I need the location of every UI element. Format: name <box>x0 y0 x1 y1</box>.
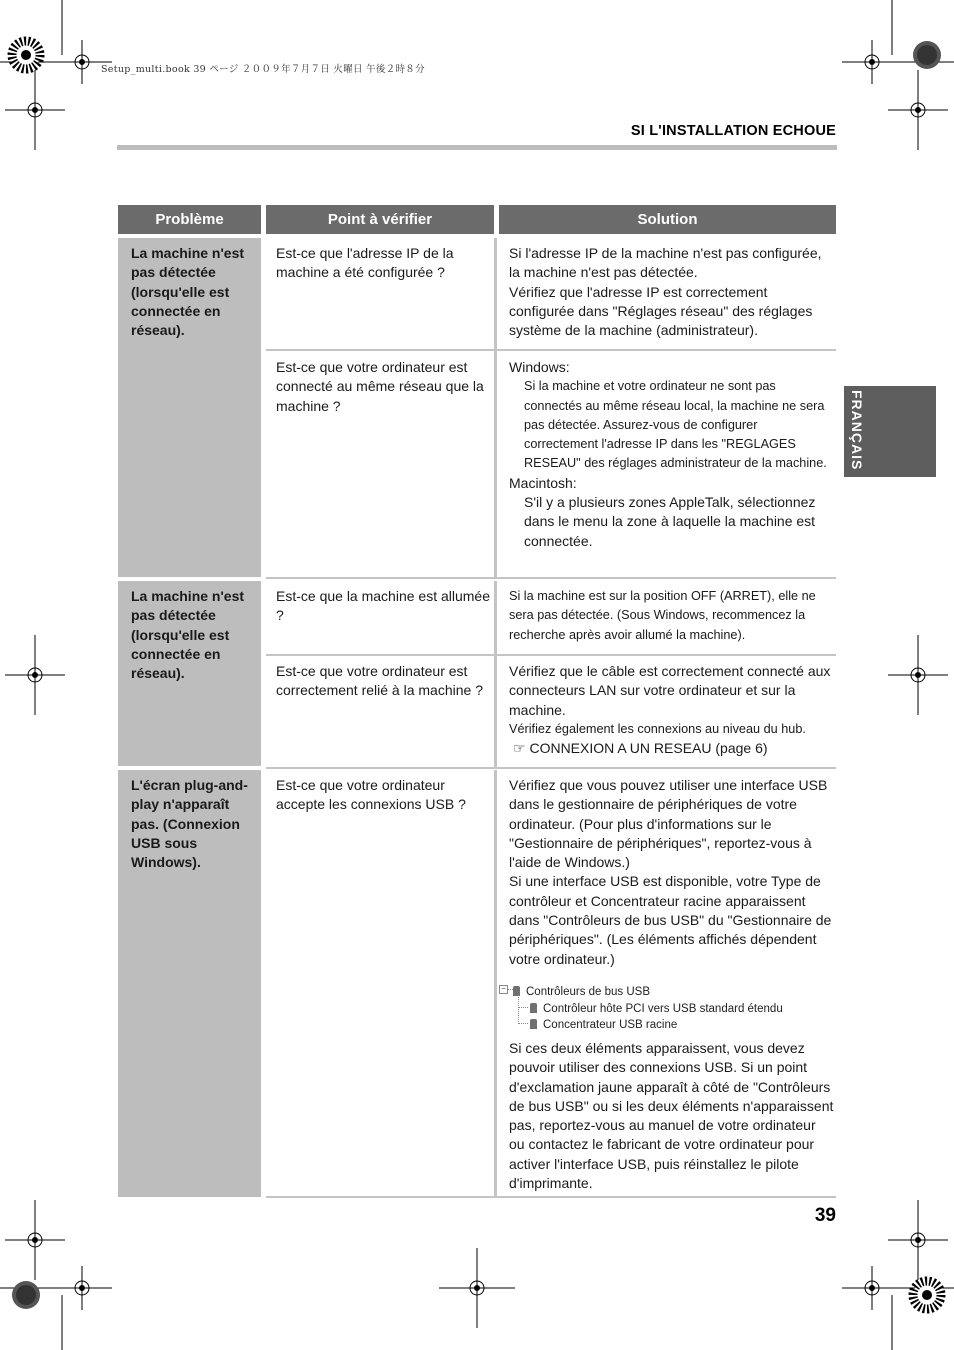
solution-text: Vérifiez que le câble est correctement connecté aux connecteurs LAN sur votre ordinateur et sur la machine. <box>509 663 831 718</box>
solution-cell <box>499 579 836 645</box>
solution-text: S'il y a plusieurs zones AppleTalk, sélectionnez dans le menu la zone à laquelle la machine est connectée. <box>524 494 816 549</box>
tree-node-child: Concentrateur USB racine <box>530 1016 677 1035</box>
collapse-icon: − <box>499 985 508 994</box>
solution-text: Vérifiez que vous pouvez utiliser une interface USB dans le gestionnaire de périphériques de votre ordinateur. (Pour plus d'informations sur le "Gestionnaire de périphériques", reportez-vous à l'aide de Windows.) <box>509 777 828 871</box>
usb-device-icon <box>530 1019 537 1029</box>
tree-node-root: Contrôleurs de bus USB <box>513 983 650 1002</box>
solution-text: Vérifiez que l'adresse IP est correctement configurée dans "Réglages réseau" des réglages système de la machine (administrateur). <box>509 283 813 339</box>
check-cell: Est-ce que votre ordinateur est correctement relié à la machine ? <box>276 663 483 699</box>
solution-text: Si une interface USB est disponible, votre Type de contrôleur et Concentrateur racine apparaissent dans "Contrôleurs de bus USB" du "Gestionnaire de périphériques". (Les éléments affichés dépendent votre ordinateur.) <box>509 873 832 967</box>
tree-node-child: Contrôleur hôte PCI vers USB standard étendu <box>530 1000 783 1019</box>
language-tab-label: FRANÇAIS <box>849 390 865 471</box>
problem-cell: La machine n'est pas détectée (lorsqu'elle est connectée en réseau). <box>118 581 261 766</box>
problem-cell: L'écran plug-and-play n'apparaît pas. (Connexion USB sous Windows). <box>118 770 261 1197</box>
solution-cell <box>499 768 836 1193</box>
check-cell: Est-ce que votre ordinateur est connecté au même réseau que la machine ? <box>276 359 484 414</box>
os-label-windows: Windows: <box>509 359 570 375</box>
solution-text: Si la machine est sur la position OFF (ARRET), elle ne sera pas détectée. (Sous Windows, recommencez la recherche après avoir allumé la machine). <box>509 589 816 642</box>
solution-cell <box>499 236 836 340</box>
os-label-macintosh: Macintosh: <box>509 474 577 491</box>
language-tab <box>844 386 936 477</box>
header-rule <box>117 145 837 150</box>
header-solution: Solution <box>499 205 836 234</box>
solution-text: Si la machine et votre ordinateur ne sont pas connectés au même réseau local, la machine ne sera pas détectée. Assurez-vous de configurer correctement l'adresse IP dans les "REGLAGES RESEAU" des réglages administrateur de la machine. <box>524 379 827 471</box>
header-check: Point à vérifier <box>266 205 494 234</box>
problem-cell: La machine n'est pas détectée (lorsqu'elle est connectée en réseau). <box>118 238 261 577</box>
check-cell: Est-ce que l'adresse IP de la machine a été configurée ? <box>276 245 454 281</box>
solution-text: Si ces deux éléments apparaissent, vous devez pouvoir utiliser des connexions USB. Si un point d'exclamation jaune apparaît à côté de "Contrôleurs de bus USB" ou si les deux éléments n'apparaissent pas, reportez-vous au manuel de votre ordinateur ou contactez le fabricant de votre ordinateur pour activer l'interface USB, puis réinstallez le pilote d'imprimante. <box>509 1039 834 1192</box>
column-divider <box>494 581 497 767</box>
usb-device-icon <box>530 1003 537 1013</box>
solution-cell <box>499 350 836 551</box>
solution-text: Si l'adresse IP de la machine n'est pas configurée, la machine n'est pas détectée. <box>509 245 822 281</box>
pointing-hand-icon: ☞ <box>513 740 526 757</box>
solution-text: Vérifiez également les connexions au niveau du hub. <box>509 721 806 736</box>
column-divider <box>494 238 497 577</box>
header-problem: Problème <box>118 205 261 234</box>
column-divider <box>494 770 497 1197</box>
solution-cell <box>499 654 836 758</box>
page-number: 39 <box>814 1205 836 1226</box>
section-title: SI L'INSTALLATION ECHOUE <box>630 123 836 139</box>
device-manager-tree <box>499 983 834 1035</box>
check-cell: Est-ce que votre ordinateur accepte les connexions USB ? <box>276 777 466 813</box>
print-meta-line: Setup_multi.book 39 ページ ２００９年７月７日 火曜日 午後２時８分 <box>101 64 425 75</box>
check-cell: Est-ce que la machine est allumée ? <box>276 588 490 624</box>
cross-reference <box>509 739 834 758</box>
cross-reference-text: CONNEXION A UN RESEAU (page 6) <box>529 740 768 757</box>
row-divider <box>266 1196 836 1198</box>
